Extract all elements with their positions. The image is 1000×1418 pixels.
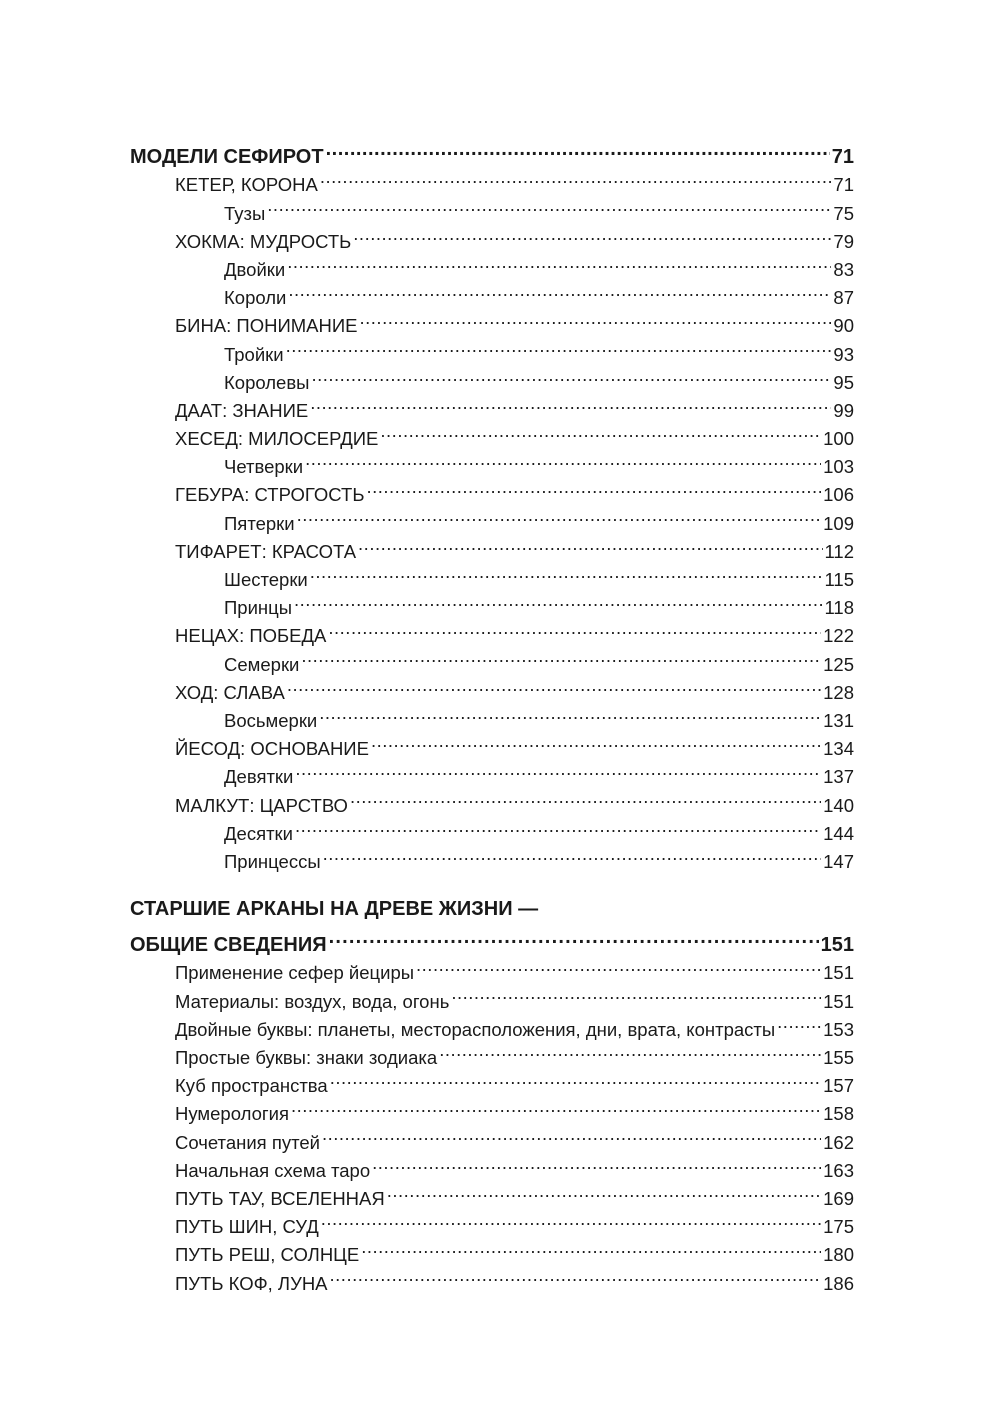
toc-entry-page: 112 xyxy=(824,540,854,562)
toc-entry-title: ПУТЬ РЕШ, СОЛНЦЕ xyxy=(175,1244,360,1266)
leader-dots xyxy=(372,1149,821,1177)
leader-dots xyxy=(366,473,821,501)
leader-dots xyxy=(330,1261,822,1289)
toc-entry-title: ЙЕСОД: ОСНОВАНИЕ xyxy=(175,738,369,760)
toc-entry-title: ПУТЬ ТАУ, ВСЕЛЕННАЯ xyxy=(175,1187,385,1209)
toc-entry-title: Девятки xyxy=(224,766,294,788)
toc-entry-title: Четверки xyxy=(224,456,304,478)
toc-entry-title: Десятки xyxy=(224,822,293,844)
toc-entry-page: 180 xyxy=(823,1244,854,1266)
toc-entry-page: 71 xyxy=(833,174,854,196)
toc-entry-title: Нумерология xyxy=(175,1103,289,1125)
leader-dots xyxy=(358,530,822,558)
toc-entry-page: 87 xyxy=(833,287,854,309)
leader-dots xyxy=(329,923,819,951)
toc-heading-sefirot[interactable] xyxy=(130,135,854,169)
toc-section-sefirot xyxy=(130,163,854,872)
toc-entry-title: НЕЦАХ: ПОБЕДА xyxy=(175,625,327,647)
leader-dots xyxy=(451,979,821,1007)
toc-entry-page: 157 xyxy=(823,1075,854,1097)
leader-dots xyxy=(361,1233,821,1261)
leader-dots xyxy=(291,1092,821,1120)
toc-entry-page: 144 xyxy=(823,822,854,844)
leader-dots xyxy=(287,248,831,276)
leader-dots xyxy=(353,220,831,248)
leader-dots xyxy=(350,783,821,811)
leader-dots xyxy=(295,755,821,783)
leader-dots xyxy=(416,951,821,979)
toc-entry-page: 75 xyxy=(833,202,854,224)
toc-entry-title: Восьмерки xyxy=(224,709,318,731)
toc-entry-page: 79 xyxy=(833,230,854,252)
toc-entry-title: Куб пространства xyxy=(175,1075,328,1097)
toc-entry-title: МАЛКУТ: ЦАРСТВО xyxy=(175,794,348,816)
leader-dots xyxy=(439,1036,821,1064)
toc-entry-title: Тузы xyxy=(224,202,266,224)
leader-dots xyxy=(310,558,823,586)
leader-dots xyxy=(380,417,821,445)
leader-dots xyxy=(321,1205,821,1233)
toc-entry-page: 162 xyxy=(823,1131,854,1153)
leader-dots xyxy=(297,501,822,529)
toc-entry-page: 175 xyxy=(823,1216,854,1238)
leader-dots xyxy=(305,445,821,473)
toc-entry-title: Применение сефер йециры xyxy=(175,962,415,984)
toc-entry-title: БИНА: ПОНИМАНИЕ xyxy=(175,315,358,337)
toc-entry-page: 106 xyxy=(823,484,854,506)
toc-entry-title: ТИФАРЕТ: КРАСОТА xyxy=(175,540,357,562)
toc-entry-title: ХЕСЕД: МИЛОСЕРДИЕ xyxy=(175,428,379,450)
toc-entry-title: Материалы: воздух, вода, огонь xyxy=(175,990,450,1012)
leader-dots xyxy=(294,586,822,614)
leader-dots xyxy=(371,727,821,755)
leader-dots xyxy=(286,332,832,360)
toc-section-major-arcana xyxy=(130,951,854,1294)
toc-heading-major-arcana[interactable] xyxy=(130,895,854,923)
toc-heading-title-line1: СТАРШИЕ АРКАНЫ НА ДРЕВЕ ЖИЗНИ — xyxy=(130,897,539,920)
toc-entry-page: 186 xyxy=(823,1272,854,1294)
toc-entry-title: ПУТЬ ШИН, СУД xyxy=(175,1216,319,1238)
leader-dots xyxy=(311,361,831,389)
toc-entry-page: 153 xyxy=(823,1018,854,1040)
toc-entry-page: 169 xyxy=(823,1187,854,1209)
toc-entry-title: Двойки xyxy=(224,258,286,280)
toc-entry-title: Семерки xyxy=(224,653,300,675)
toc-entry-title: Двойные буквы: планеты, месторасположения, дни, врата, контрасты xyxy=(175,1018,776,1040)
toc-entry-page: 90 xyxy=(833,315,854,337)
toc-entry-page: 151 xyxy=(823,962,854,984)
toc-entry-page: 118 xyxy=(824,597,854,619)
toc-heading-page: 71 xyxy=(831,146,854,169)
toc-heading-title-line2: ОБЩИЕ СВЕДЕНИЯ xyxy=(130,934,327,957)
toc-entry-page: 83 xyxy=(833,258,854,280)
toc-entry-title: Короли xyxy=(224,287,287,309)
toc-entry-title: ПУТЬ КОФ, ЛУНА xyxy=(175,1272,328,1294)
toc-entry-title: Начальная схема таро xyxy=(175,1159,371,1181)
toc-heading-title: МОДЕЛИ СЕФИРОТ xyxy=(130,146,324,169)
toc-entry-page: 109 xyxy=(823,512,854,534)
leader-dots xyxy=(320,163,832,191)
toc-entry-page: 163 xyxy=(823,1159,854,1181)
toc-entry-page: 151 xyxy=(823,990,854,1012)
toc-entry-title: Простые буквы: знаки зодиака xyxy=(175,1047,438,1068)
toc-entry-page: 99 xyxy=(833,399,854,421)
leader-dots xyxy=(287,671,821,699)
toc-entry-title: ДААТ: ЗНАНИЕ xyxy=(175,399,309,421)
toc-entry-page: 103 xyxy=(823,456,854,478)
toc-entry-page: 122 xyxy=(823,625,854,647)
toc-entry-title: Тройки xyxy=(224,343,284,365)
leader-dots xyxy=(267,191,831,219)
toc-entry-title: Королевы xyxy=(224,371,310,393)
toc-heading-page: 151 xyxy=(820,934,854,957)
toc-entry-page: 93 xyxy=(833,343,854,365)
toc-entry-title: КЕТЕР, КОРОНА xyxy=(175,174,318,196)
leader-dots xyxy=(326,135,830,163)
leader-dots xyxy=(322,1120,821,1148)
toc-entry-page: 128 xyxy=(823,681,854,703)
leader-dots xyxy=(360,304,832,332)
leader-dots xyxy=(288,276,831,304)
toc-entry-page: 155 xyxy=(823,1047,854,1068)
leader-dots xyxy=(777,1008,821,1036)
toc-entry-page: 137 xyxy=(823,766,854,788)
toc-entry-title: ХОКМА: МУДРОСТЬ xyxy=(175,230,352,252)
toc-entry-page: 147 xyxy=(823,850,854,872)
leader-dots xyxy=(323,840,822,868)
leader-dots xyxy=(387,1177,821,1205)
toc-entry-page: 125 xyxy=(823,653,854,675)
leader-dots xyxy=(328,614,821,642)
table-of-contents xyxy=(130,135,854,1294)
toc-entry-page: 115 xyxy=(824,569,854,590)
toc-entry-title: Сочетания путей xyxy=(175,1131,320,1153)
toc-entry-page: 131 xyxy=(823,709,854,731)
toc-entry-title: Пятерки xyxy=(224,512,295,534)
leader-dots xyxy=(330,1064,821,1092)
toc-entry-title: Принцы xyxy=(224,597,293,619)
toc-entry-page: 95 xyxy=(833,371,854,393)
leader-dots xyxy=(295,812,821,840)
toc-entry-page: 100 xyxy=(823,428,854,450)
leader-dots xyxy=(301,642,821,670)
toc-entry-page: 158 xyxy=(823,1103,854,1125)
leader-dots xyxy=(319,699,821,727)
toc-entry-title: ХОД: СЛАВА xyxy=(175,681,285,703)
toc-entry-title: ГЕБУРА: СТРОГОСТЬ xyxy=(175,484,365,506)
toc-entry-title: Принцессы xyxy=(224,850,321,872)
toc-entry-page: 140 xyxy=(823,794,854,816)
toc-heading-general-info[interactable] xyxy=(130,923,854,957)
toc-entry-page: 134 xyxy=(823,738,854,760)
toc-entry-title: Шестерки xyxy=(224,569,308,590)
leader-dots xyxy=(310,389,831,417)
